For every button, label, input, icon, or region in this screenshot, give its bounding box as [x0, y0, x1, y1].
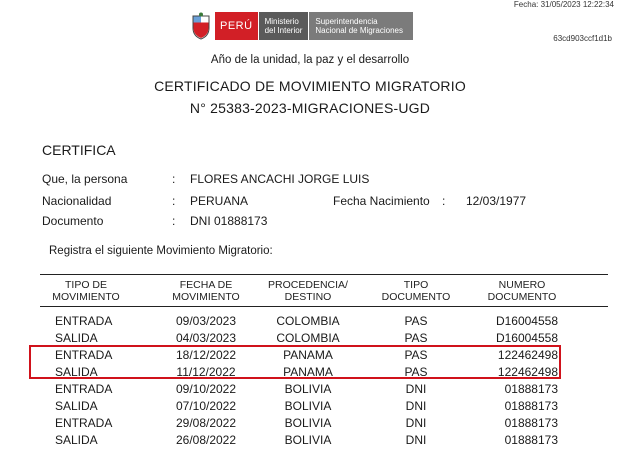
cell-numero-documento: 01888173 [504, 433, 558, 447]
documento-value: DNI 01888173 [190, 214, 268, 228]
header-fecha-movimiento [166, 279, 246, 303]
ministerio-label [259, 12, 309, 40]
header-tipo-documento [376, 279, 456, 303]
documento-colon: : [172, 214, 176, 228]
table-top-border [40, 274, 608, 275]
persona-name: FLORES ANCACHI JORGE LUIS [190, 172, 370, 186]
cell-fecha: 07/10/2022 [175, 399, 237, 413]
cell-numero-documento: D16004558 [495, 331, 558, 345]
superintendencia-line1: Superintendencia [315, 17, 378, 26]
ministerio-line2: del Interior [264, 26, 303, 35]
cell-fecha: 11/12/2022 [176, 365, 236, 379]
cell-procedencia: PANAMA [283, 365, 333, 379]
certifica-heading: CERTIFICA [42, 142, 116, 158]
cell-tipo-documento: DNI [405, 399, 427, 413]
registra-text: Registra el siguiente Movimiento Migratorio: [49, 245, 273, 257]
cell-tipo-movimiento: ENTRADA [55, 314, 113, 328]
header-line: DOCUMENTO [381, 291, 451, 303]
cell-fecha: 29/08/2022 [175, 416, 237, 430]
document-number: N° 25383-2023-MIGRACIONES-UGD [189, 100, 431, 116]
year-motto: Año de la unidad, la paz y el desarrollo [210, 54, 410, 66]
cell-fecha: 26/08/2022 [175, 433, 237, 447]
fecha-nacimiento-colon: : [442, 194, 446, 208]
cell-procedencia: COLOMBIA [276, 331, 340, 345]
cell-procedencia: BOLIVIA [284, 399, 332, 413]
document-hash: 63cd903ccf1d1b [553, 34, 612, 43]
cell-tipo-movimiento: ENTRADA [55, 382, 113, 396]
cell-fecha: 04/03/2023 [175, 331, 237, 345]
header-line: PROCEDENCIA/ [268, 279, 348, 291]
cell-tipo-movimiento: SALIDA [55, 433, 98, 447]
nacionalidad-label: Nacionalidad [42, 194, 112, 208]
header-line: DOCUMENTO [487, 291, 557, 303]
highlight-box [29, 345, 561, 379]
cell-tipo-documento: DNI [405, 416, 427, 430]
nacionalidad-colon: : [172, 194, 176, 208]
print-date: Fecha: 31/05/2023 12:22:34 [513, 0, 614, 9]
peru-label: PERÚ [215, 12, 258, 40]
cell-fecha: 18/12/2022 [175, 348, 237, 362]
cell-procedencia: COLOMBIA [276, 314, 340, 328]
cell-numero-documento: 01888173 [504, 416, 558, 430]
cell-tipo-movimiento: SALIDA [55, 331, 98, 345]
ministerio-line1: Ministerio [264, 17, 299, 26]
header-procedencia-destino [260, 279, 356, 303]
superintendencia-line2: Nacional de Migraciones [315, 26, 403, 35]
cell-tipo-documento: PAS [404, 348, 428, 362]
fecha-nacimiento-value: 12/03/1977 [466, 194, 527, 208]
nacionalidad-value: PERUANA [190, 194, 249, 208]
cell-fecha: 09/03/2023 [175, 314, 237, 328]
header-line: FECHA DE [179, 279, 233, 291]
cell-tipo-documento: PAS [404, 331, 428, 345]
superintendencia-label [309, 12, 413, 40]
cell-numero-documento: 122462498 [497, 365, 558, 379]
fecha-nacimiento-label: Fecha Nacimiento [333, 194, 430, 208]
table-header-border [40, 306, 608, 307]
header-line: DESTINO [284, 291, 332, 303]
cell-numero-documento: 01888173 [504, 382, 558, 396]
documento-label: Documento [42, 214, 104, 228]
document-title: CERTIFICADO DE MOVIMIENTO MIGRATORIO [154, 78, 466, 94]
header-line: NUMERO [498, 279, 546, 291]
cell-tipo-movimiento: SALIDA [55, 399, 98, 413]
cell-procedencia: BOLIVIA [284, 433, 332, 447]
coat-of-arms-icon [190, 12, 212, 40]
persona-colon: : [172, 172, 176, 186]
header-line: MOVIMIENTO [52, 291, 120, 303]
header-line: TIPO DE [64, 279, 107, 291]
header-tipo-movimiento [46, 279, 126, 303]
cell-tipo-documento: DNI [405, 433, 427, 447]
cell-procedencia: PANAMA [283, 348, 333, 362]
cell-tipo-documento: DNI [405, 382, 427, 396]
cell-tipo-movimiento: SALIDA [55, 365, 98, 379]
cell-tipo-documento: PAS [404, 365, 428, 379]
cell-tipo-movimiento: ENTRADA [55, 416, 113, 430]
header-numero-documento [482, 279, 562, 303]
persona-label: Que, la persona [42, 172, 128, 186]
cell-procedencia: BOLIVIA [284, 416, 332, 430]
government-logo [190, 10, 413, 42]
header-line: MOVIMIENTO [172, 291, 240, 303]
cell-numero-documento: 01888173 [504, 399, 558, 413]
header-line: TIPO [403, 279, 429, 291]
cell-tipo-movimiento: ENTRADA [55, 348, 113, 362]
cell-numero-documento: D16004558 [495, 314, 558, 328]
cell-tipo-documento: PAS [404, 314, 428, 328]
cell-procedencia: BOLIVIA [284, 382, 332, 396]
cell-numero-documento: 122462498 [497, 348, 558, 362]
cell-fecha: 09/10/2022 [175, 382, 237, 396]
